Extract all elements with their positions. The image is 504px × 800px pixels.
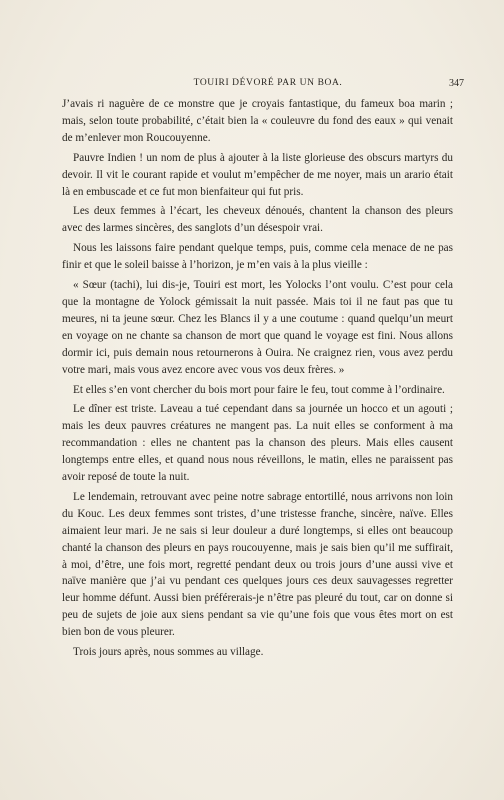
paragraph: Nous les laissons faire pendant quelque temps, puis, comme cela menace de ne pas finir et que le soleil baisse à l’horizon, je m’en vais à la plus vieille :: [62, 242, 453, 272]
running-head: TOUIRI DÉVORÉ PAR UN BOA.: [193, 78, 343, 88]
page-body: [62, 96, 453, 664]
page-header: [58, 78, 478, 92]
paragraph: Et elles s’en vont chercher du bois mort pour faire le feu, tout comme à l’ordinaire.: [73, 383, 445, 396]
paragraph: Le dîner est triste. Laveau a tué cependant dans sa journée un hocco et un agouti ; mais les deux pauvres créatures ne mangent pas. La nuit elles se conforment à ma recommandation : elles ne chantent pas la chanson des pleurs. Mais elles causent longtemps entre elles, et quand nous nous réveillons, le matin, elles ne paraissent pas avoir reposé de toute la nuit.: [62, 403, 453, 484]
paragraph: J’avais ri naguère de ce monstre que je croyais fantastique, du fameux boa marin ; mais, selon toute probabilité, c’était bien la « couleuvre du fond des eaux » qui venait de m’enlever mon Roucouyenne.: [62, 98, 453, 144]
paragraph: Trois jours après, nous sommes au village.: [73, 646, 264, 659]
page-number: 347: [449, 78, 464, 89]
paragraph: Le lendemain, retrouvant avec peine notre sabrage entortillé, nous arrivons non loin du Kouc. Les deux femmes sont tristes, d’une tristesse franche, sincère, naïve. Elles aimaient leur mari. Je ne sais si leur douleur a duré longtemps, si elles ont beaucoup chanté la chanson des pleurs en pays roucouyenne, mais je sais bien qu’il me suffirait, à moi, d’être, une fois mort, regretté pendant deux ou trois jours d’une aussi vive et naïve manière que j’ai vu pendant ces quelques jours ces deux sauvagesses regretter leur homme défunt. Aussi bien préférerais-je n’être pas pleuré du tout, car on donne si peu de sujets de joie aux siens pendant sa vie qu’une fois que vous êtes mort on est bien bon de vous pleurer.: [62, 490, 453, 639]
paragraph: « Sœur (tachi), lui dis-je, Touiri est mort, les Yolocks l’ont voulu. C’est pour cela que la montagne de Yolock gémissait la nuit passée. Mais toi il ne faut pas que tu meures, ni ta jeune sœur. Chez les Blancs il y a une coutume : quand quelqu’un meurt en voyage on ne chante sa chanson de mort que quand le voyage est fini. Nous allons dormir ici, puis demain nous retournerons à Ouira. Ne craignez rien, vous avez perdu votre mari, mais vous avez encore avec vous vos deux frères. »: [62, 279, 453, 376]
paragraph: Pauvre Indien ! un nom de plus à ajouter à la liste glorieuse des obscurs martyrs du devoir. Il vit le courant rapide et voulut m’empêcher de me noyer, mais un arario était là en embuscade et ce fut mon bienfaiteur qui fut pris.: [62, 151, 453, 198]
paragraph: Les deux femmes à l’écart, les cheveux dénoués, chantent la chanson des pleurs avec des larmes sincères, des sanglots d’un désespoir vrai.: [62, 205, 453, 235]
